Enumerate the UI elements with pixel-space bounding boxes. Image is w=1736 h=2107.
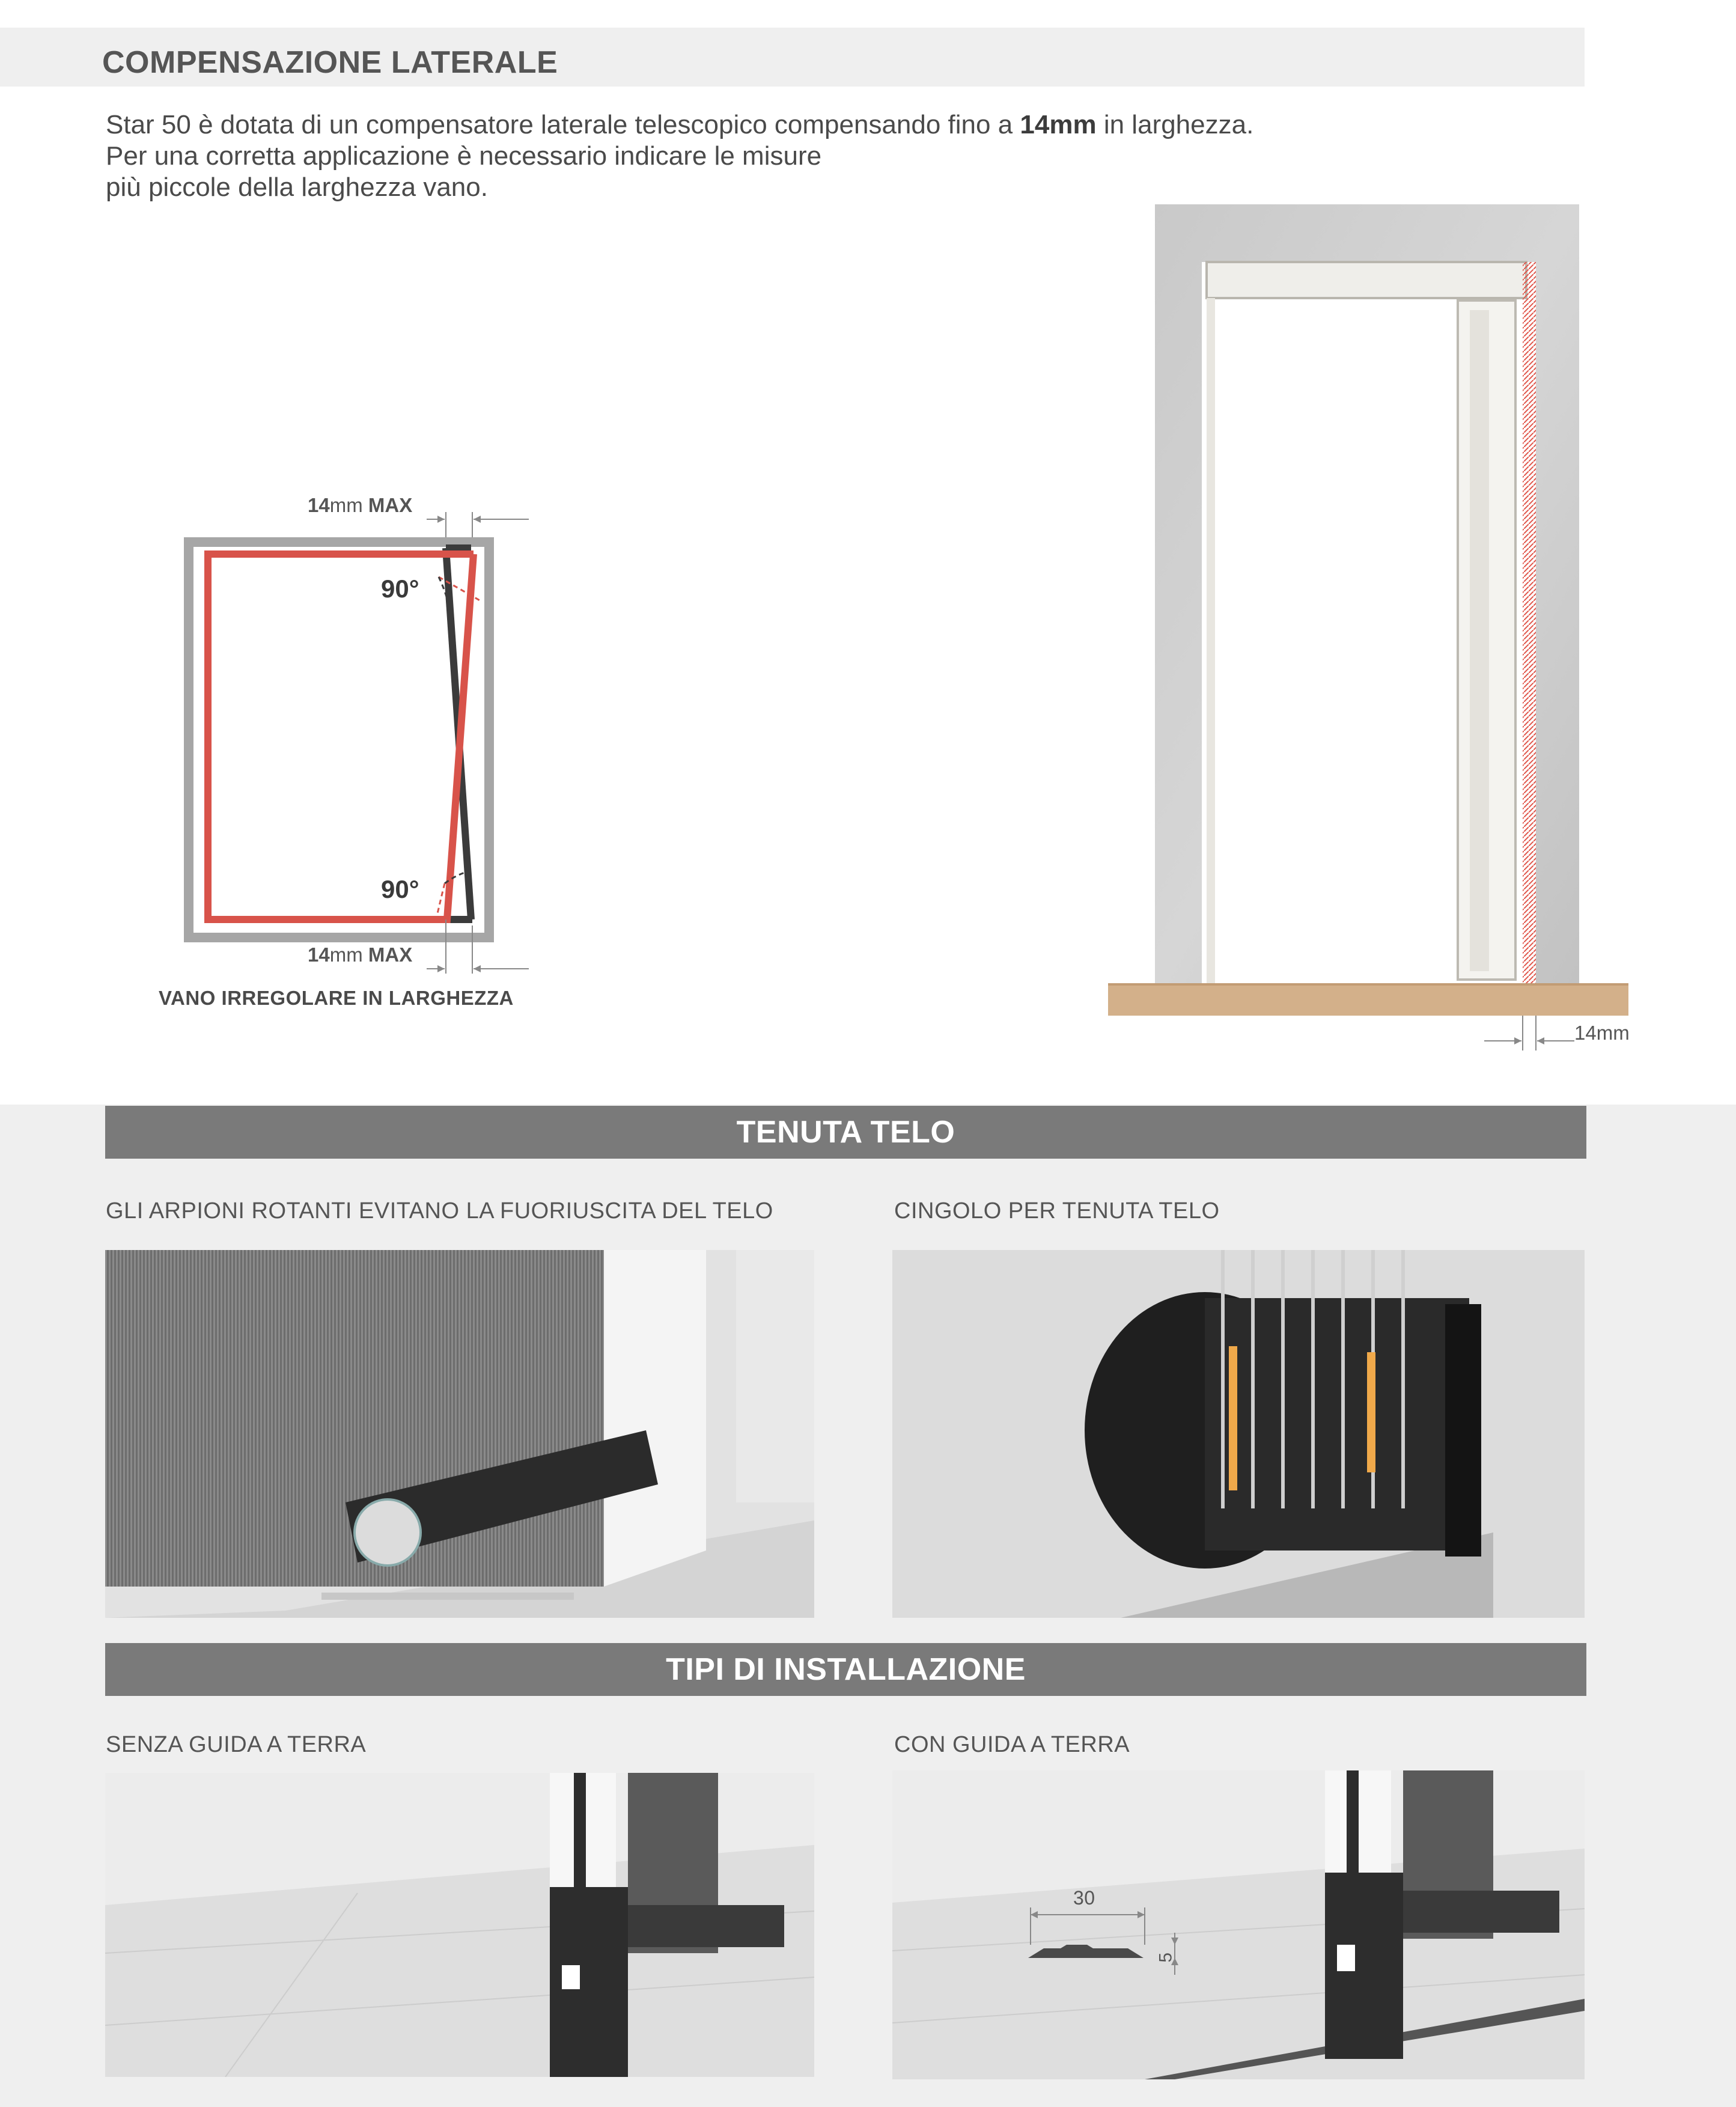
irregular-opening-diagram: [156, 499, 553, 980]
guide-width-label: 30: [1073, 1887, 1095, 1909]
section-title-compensazione: COMPENSAZIONE LATERALE: [102, 45, 558, 80]
caption-con-guida: CON GUIDA A TERRA: [894, 1732, 1130, 1757]
angle-label-top: 90°: [381, 575, 419, 603]
dim-label-top: 14mm MAX: [308, 494, 413, 516]
photo-cingolo: [892, 1250, 1585, 1618]
intro-line-3: più piccole della larghezza vano.: [106, 172, 488, 202]
guide-height-label: 5: [1156, 1952, 1176, 1963]
caption-arpioni: GLI ARPIONI ROTANTI EVITANO LA FUORIUSCITA DEL TELO: [106, 1198, 773, 1224]
section-bar-installazione: TIPI DI INSTALLAZIONE: [105, 1643, 1586, 1696]
photo-con-guida: [892, 1770, 1585, 2079]
intro-text: [106, 109, 1253, 203]
intro-line-2: Per una corretta applicazione è necessario indicare le misure: [106, 141, 822, 171]
photo-senza-guida: [105, 1773, 814, 2077]
dim-label-bottom: 14mm MAX: [308, 944, 413, 966]
caption-senza-guida: SENZA GUIDA A TERRA: [106, 1732, 367, 1757]
angle-label-bottom: 90°: [381, 875, 419, 903]
intro-highlight: 14mm: [1020, 110, 1097, 139]
section-bar-tenuta-telo: TENUTA TELO: [105, 1106, 1586, 1159]
diagram-caption: VANO IRREGOLARE IN LARGHEZZA: [159, 987, 514, 1009]
door-dim-label: 14mm: [1574, 1022, 1630, 1044]
door-frame-illustration: [1106, 202, 1646, 1055]
intro-line-1: Star 50 è dotata di un compensatore laterale telescopico compensando fino a 14mm in larghezza.: [106, 110, 1254, 139]
photo-arpioni-rotanti: [105, 1250, 814, 1618]
caption-cingolo: CINGOLO PER TENUTA TELO: [894, 1198, 1220, 1224]
